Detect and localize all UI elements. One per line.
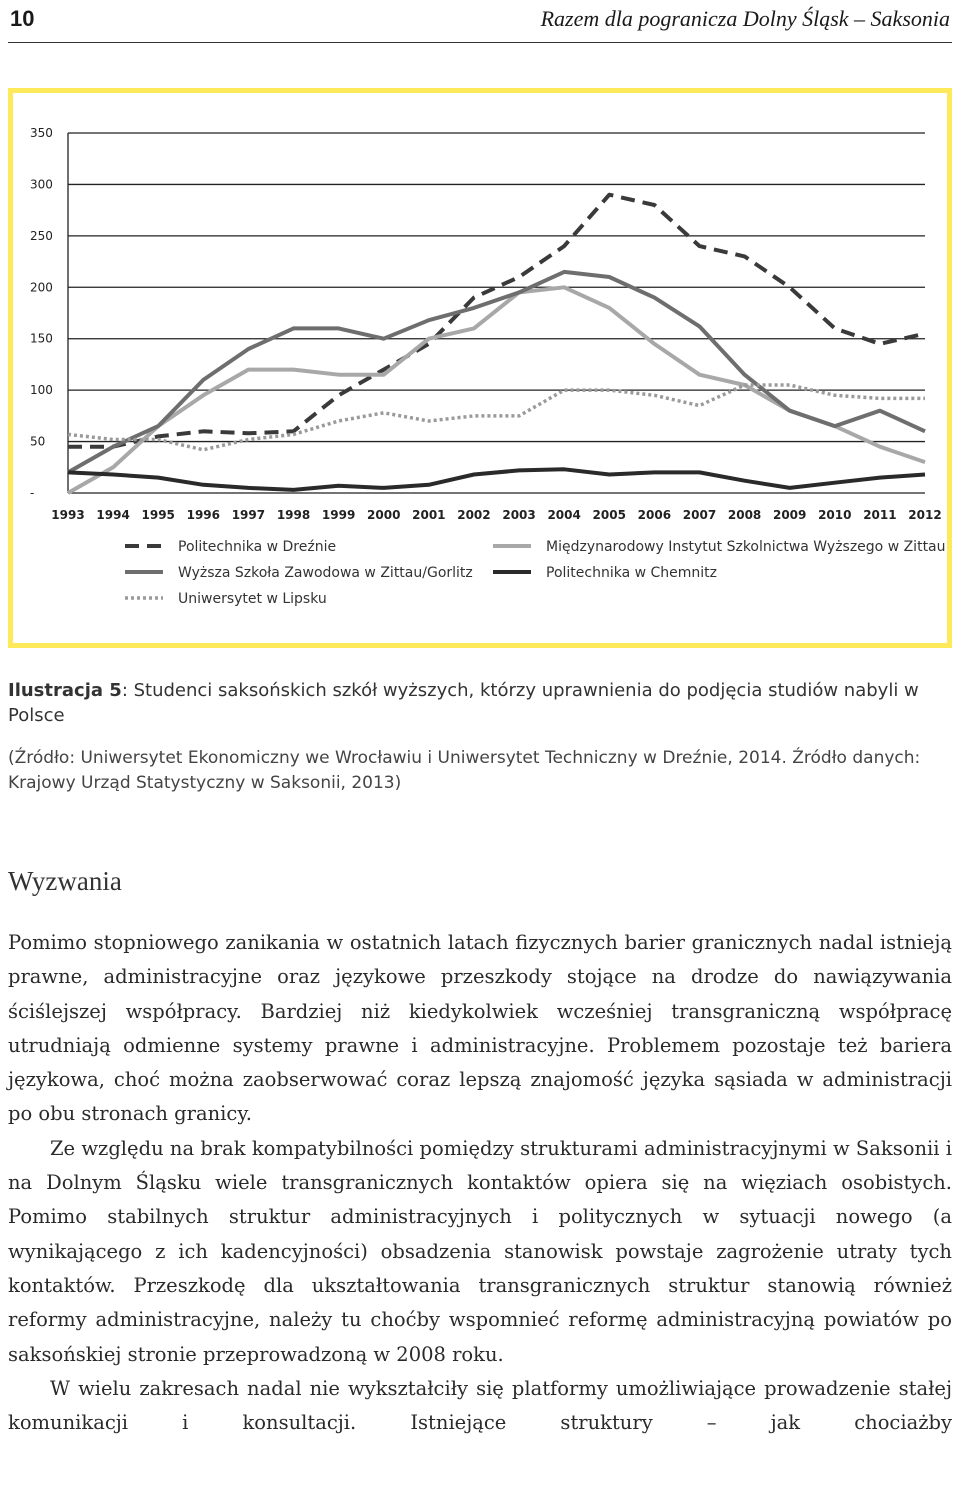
x-tick-label: 2010 bbox=[818, 508, 852, 522]
y-tick-label: 300 bbox=[30, 177, 53, 192]
legend-label-1: Politechnika w Dreźnie bbox=[178, 539, 337, 555]
figure-source: (Źródło: Uniwersytet Ekonomiczny we Wrocławiu i Uniwersytet Techniczny w Dreźnie, 2014. Źródło danych: Krajowy Urząd Statystyczny w Saksonii, 2013) bbox=[8, 748, 921, 793]
caption-text: : Studenci saksońskich szkół wyższych, którzy uprawnienia do podjęcia studiów nabyli w Polsce bbox=[8, 680, 919, 726]
x-tick-label: 2001 bbox=[412, 508, 446, 522]
series-line-5 bbox=[68, 385, 925, 450]
paragraph-1: Pomimo stopniowego zanikania w ostatnich latach fizycznych barier granicznych nadal istnieją prawne, administracyjne oraz językowe przeszkody stojące na drodze do nawiązywania ściślejszej współpracy. Bardziej niż kiedykolwiek wcześniej transgraniczną współpracę utrudniają odmienne systemy prawne i administracyjne. Problemem pozostaje też bariera językowa, choć można zaobserwować coraz lepszą znajomość języka sąsiada w administracji po obu stronach granicy. bbox=[8, 931, 952, 1126]
line-chart bbox=[13, 93, 947, 643]
paragraph-2: Ze względu na brak kompatybilności pomiędzy strukturami administracyjnymi w Saksonii i na Dolnym Śląsku wiele transgranicznych kontaktów opiera się na więziach osobistych. Pomimo stabilnych struktur administracyjnych i politycznych w sytuacji nowego (a wynikającego z ich kadencyjności) obsadzenia stanowisk powstaje zagrożenie utraty tych kontaktów. Przeszkodę dla ukształtowania transgranicznych struktur stanowią również reformy administracyjne, należy tu choćby wspomnieć reformę administracyjną powiatów po saksońskiej stronie przeprowadzoną w 2008 roku. bbox=[8, 1136, 952, 1366]
x-tick-label: 1994 bbox=[96, 508, 130, 522]
legend-label-5: Uniwersytet w Lipsku bbox=[178, 591, 327, 607]
x-tick-label: 2002 bbox=[457, 508, 491, 522]
x-tick-label: 2005 bbox=[592, 508, 626, 522]
x-tick-label: 1993 bbox=[51, 508, 85, 522]
page-header bbox=[8, 0, 952, 43]
x-tick-label: 2012 bbox=[908, 508, 942, 522]
series-line-3 bbox=[68, 272, 925, 473]
x-tick-label: 1996 bbox=[186, 508, 221, 522]
x-tick-label: 1998 bbox=[276, 508, 311, 522]
series-line-1 bbox=[68, 195, 925, 447]
x-tick-label: 2003 bbox=[502, 508, 536, 522]
x-tick-label: 2007 bbox=[682, 508, 717, 522]
running-title: Razem dla pogranicza Dolny Śląsk – Saksonia bbox=[540, 6, 950, 31]
paragraph-3: W wielu zakresach nadal nie wykształciły się platformy umożliwiające prowadzenie stałej komunikacji i konsultacji. Istniejące struktury – jak chociażby bbox=[8, 1376, 952, 1435]
chart-container bbox=[8, 88, 952, 648]
legend-label-2: Międzynarodowy Instytut Szkolnictwa Wyższego w Zittau bbox=[546, 539, 946, 555]
y-tick-label: 100 bbox=[30, 383, 53, 398]
body-text bbox=[8, 926, 952, 1440]
legend-label-4: Politechnika w Chemnitz bbox=[546, 565, 718, 581]
x-tick-label: 2000 bbox=[367, 508, 401, 522]
y-tick-label: 200 bbox=[30, 280, 53, 295]
x-tick-label: 1997 bbox=[231, 508, 266, 522]
x-tick-label: 1995 bbox=[141, 508, 175, 522]
x-tick-label: 2011 bbox=[863, 508, 897, 522]
caption-label: Ilustracja 5 bbox=[8, 680, 122, 701]
page-number: 10 bbox=[10, 6, 35, 31]
y-tick-label: 150 bbox=[30, 331, 53, 346]
figure-caption bbox=[8, 678, 952, 728]
y-tick-label: 250 bbox=[30, 228, 53, 243]
x-tick-label: 2004 bbox=[547, 508, 581, 522]
y-tick-label: 350 bbox=[30, 126, 53, 140]
x-tick-label: 2006 bbox=[637, 508, 672, 522]
y-tick-label: 50 bbox=[30, 434, 46, 449]
series-line-4 bbox=[68, 469, 925, 490]
section-heading: Wyzwania bbox=[8, 866, 122, 896]
y-tick-label: - bbox=[30, 486, 35, 500]
x-tick-label: 2008 bbox=[727, 508, 762, 522]
legend-label-3: Wyższa Szkoła Zawodowa w Zittau/Gorlitz bbox=[178, 565, 473, 581]
x-tick-label: 1999 bbox=[321, 508, 356, 522]
x-tick-label: 2009 bbox=[772, 508, 807, 522]
